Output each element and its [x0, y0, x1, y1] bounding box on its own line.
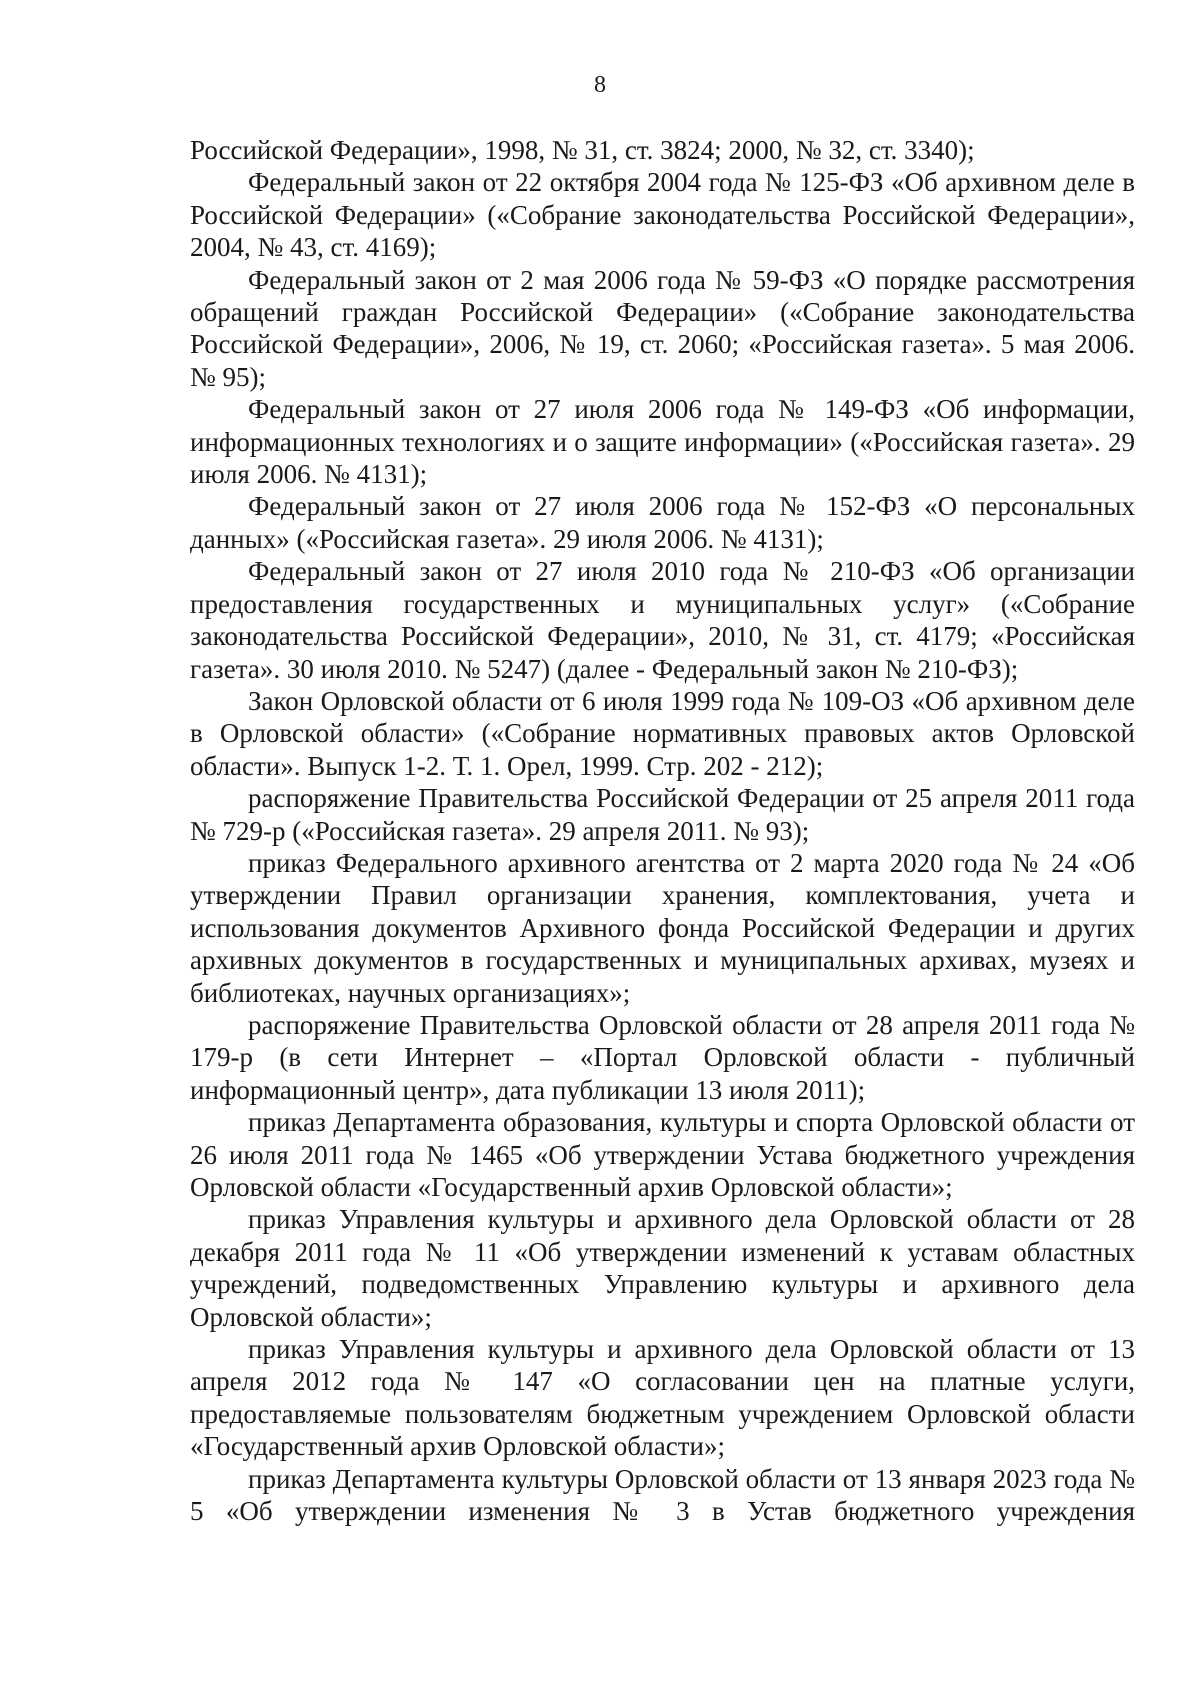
paragraph-7: Закон Орловской области от 6 июля 1999 года № 109-ОЗ «Об архивном деле в Орловской области» («Собрание нормативных правовых актов Орловской области». Выпуск 1-2. Т. 1. Орел, 1999. Стр. 202 - 212); — [190, 685, 1135, 781]
page-number: 8 — [594, 72, 606, 98]
paragraph-12: приказ Управления культуры и архивного дела Орловской области от 28 декабря 2011 года № 11 «Об утверждении изменений к уставам областных учреждений, подведомственных Управлению культуры и архивного дела Орловской области»; — [190, 1204, 1135, 1332]
paragraph-13: приказ Управления культуры и архивного дела Орловской области от 13 апреля 2012 года № 147 «О согласовании цен на платные услуги, предоставляемые пользователям бюджетным учреждением Орловской области «Государственный архив Орловской области»; — [190, 1334, 1135, 1462]
paragraph-10: распоряжение Правительства Орловской области от 28 апреля 2011 года № 179-р (в сети Интернет – «Портал Орловской области - публичный информационный центр», дата публикации 13 июля 2011); — [190, 1009, 1135, 1105]
paragraph-3: Федеральный закон от 2 мая 2006 года № 59-ФЗ «О порядке рассмотрения обращений граждан Российской Федерации» («Собрание законодательства Российской Федерации», 2006, № 19, ст. 2060; «Российская газета». 5 мая 2006. № 95); — [190, 264, 1135, 392]
paragraph-9: приказ Федерального архивного агентства от 2 марта 2020 года № 24 «Об утверждении Правил организации хранения, комплектования, учета и использования документов Архивного фонда Российской Федерации и других архивных документов в государственных и муниципальных архивах, музеях и библиотеках, научных организациях»; — [190, 847, 1135, 1008]
paragraph-2: Федеральный закон от 22 октября 2004 года № 125-ФЗ «Об архивном деле в Российской Федерации» («Собрание законодательства Российской Федерации», 2004, № 43, ст. 4169); — [190, 167, 1135, 263]
paragraph-4: Федеральный закон от 27 июля 2006 года № 149-ФЗ «Об информации, информационных технологиях и о защите информации» («Российская газета». 29 июля 2006. № 4131); — [190, 394, 1135, 490]
paragraph-1: Российской Федерации», 1998, № 31, ст. 3824; 2000, № 32, ст. 3340); — [190, 135, 975, 165]
paragraph-11: приказ Департамента образования, культуры и спорта Орловской области от 26 июля 2011 года № 1465 «Об утверждении Устава бюджетного учреждения Орловской области «Государственный архив Орловской области»; — [190, 1107, 1135, 1202]
paragraph-14: приказ Департамента культуры Орловской области от 13 января 2023 года № 5 «Об утверждении изменения № 3 в Устав бюджетного учреждения — [190, 1463, 1135, 1527]
document-body — [190, 134, 1135, 1527]
paragraph-8: распоряжение Правительства Российской Федерации от 25 апреля 2011 года № 729-р («Российская газета». 29 апреля 2011. № 93); — [190, 783, 1135, 846]
paragraph-6: Федеральный закон от 27 июля 2010 года № 210-ФЗ «Об организации предоставления государственных и муниципальных услуг» («Собрание законодательства Российской Федерации», 2010, № 31, ст. 4179; «Российская газета». 30 июля 2010. № 5247) (далее - Федеральный закон № 210-ФЗ); — [190, 556, 1135, 684]
paragraph-5: Федеральный закон от 27 июля 2006 года № 152-ФЗ «О персональных данных» («Российская газета». 29 июля 2006. № 4131); — [190, 491, 1135, 554]
